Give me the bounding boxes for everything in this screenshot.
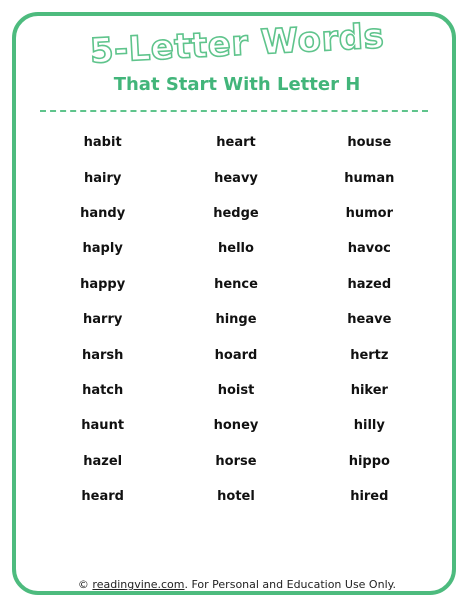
word-item: hello	[218, 241, 254, 257]
word-item: honey	[213, 418, 259, 434]
word-item: habit	[83, 135, 122, 151]
word-item: havoc	[347, 241, 391, 257]
word-item: hippo	[348, 453, 390, 469]
page-subtitle: That Start With Letter H	[113, 74, 361, 95]
word-item: hired	[350, 489, 389, 505]
word-item: haunt	[81, 418, 125, 434]
footer-usage-note: . For Personal and Education Use Only.	[184, 578, 397, 591]
word-item: hinge	[215, 312, 257, 328]
word-item: heart	[216, 135, 256, 151]
word-grid	[36, 125, 436, 514]
word-item: hedge	[213, 205, 259, 221]
word-item: haply	[82, 241, 123, 257]
word-item: heave	[347, 312, 392, 328]
word-item: hairy	[83, 170, 122, 186]
word-item: hoard	[214, 347, 258, 363]
word-item: harry	[83, 312, 123, 328]
word-item: hazel	[83, 453, 123, 469]
word-item: harsh	[81, 347, 124, 363]
word-item: humor	[345, 205, 394, 221]
word-item: handy	[80, 205, 126, 221]
word-item: hatch	[82, 382, 124, 398]
word-item: house	[347, 135, 392, 151]
word-item: heard	[81, 489, 124, 505]
word-item: hoist	[217, 382, 255, 398]
word-item: hotel	[217, 489, 255, 505]
word-item: hiker	[350, 382, 388, 398]
word-item: heavy	[214, 170, 258, 186]
word-item: human	[344, 170, 395, 186]
dashed-divider	[40, 110, 428, 112]
footer-copyright: ©	[77, 578, 93, 591]
word-item: hilly	[353, 418, 385, 434]
footer	[0, 578, 474, 591]
word-item: hertz	[350, 347, 389, 363]
footer-site-link[interactable]: readingvine.com	[92, 578, 185, 591]
word-item: happy	[80, 276, 126, 292]
page-title: 5-Letter Words	[88, 16, 386, 72]
word-item: hazed	[347, 276, 392, 292]
word-item: hence	[214, 276, 258, 292]
word-item: horse	[215, 453, 257, 469]
